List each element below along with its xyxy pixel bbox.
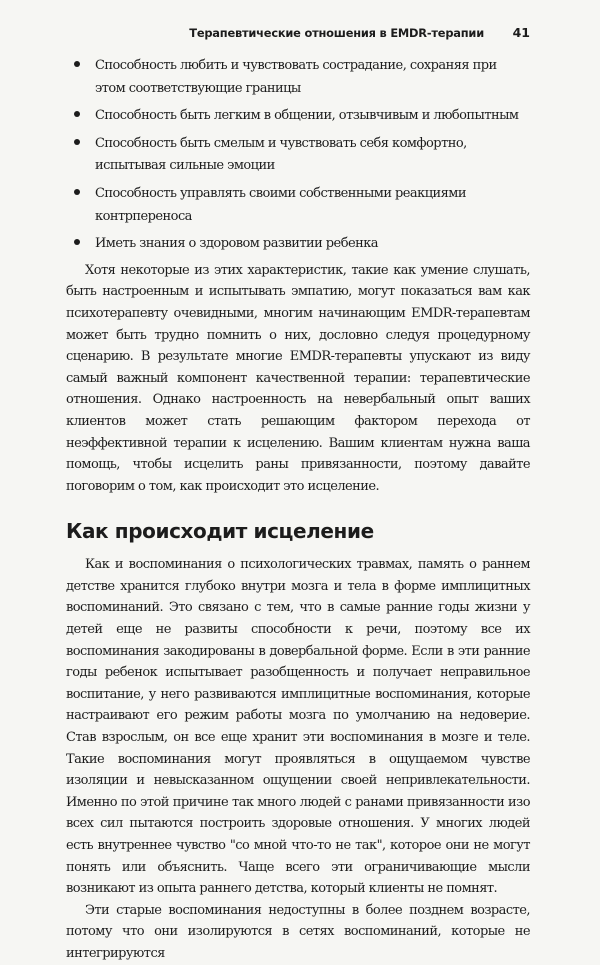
running-head <box>66 26 530 44</box>
list-item <box>66 54 530 99</box>
body-paragraph: Эти старые воспоминания недоступны в более позднем возрасте, потому что они изолируются в сетях воспоминаний, которые не интегрируются <box>66 902 530 961</box>
list-item <box>66 132 530 177</box>
list-item-text: Способность быть легким в общении, отзывчивым и любопытным <box>95 108 519 124</box>
list-item-text: Способность любить и чувствовать сострадание, сохраняя при этом соответствующие границы <box>95 58 497 96</box>
intro-paragraph: Хотя некоторые из этих характеристик, такие как умение слушать, быть настроенным и испытывать эмпатию, могут показаться вам как психотерапевту очевидными, многим начинающим EMDR-терапевтам может быть трудно помнить о них, дословно следуя процедурному сценарию. В результате многие EMDR-терапевты упускают из виду самый важный компонент качественной терапии: терапевтические отношения. Однако настроенность на невербальный опыт ваших клиентов может стать решающим фактором перехода от неэффективной терапии к исцелению. Вашим клиентам нужна ваша помощь, чтобы исцелить раны привязанности, поэтому давайте поговорим о том, как происходит это исцеление. <box>66 262 530 494</box>
section-body <box>66 554 530 964</box>
list-item-text: Способность управлять своими собственными реакциями контрпереноса <box>95 185 466 224</box>
bullet-icon <box>74 189 80 195</box>
list-item <box>66 104 530 127</box>
bullet-icon <box>74 139 80 145</box>
list-item-text: Способность быть смелым и чувствовать себя комфортно, испытывая сильные эмоции <box>95 135 467 174</box>
bullet-icon <box>74 239 80 245</box>
page-content <box>66 54 530 965</box>
characteristics-list <box>66 54 530 255</box>
list-item-text: Иметь знания о здоровом развитии ребенка <box>95 236 379 252</box>
section-heading: Как происходит исцеление <box>66 519 374 544</box>
list-item <box>66 232 530 255</box>
body-paragraph: Как и воспоминания о психологических травмах, память о раннем детстве хранится глубоко внутри мозга и тела в форме имплицитных воспоминаний. Это связано с тем, что в самые ранние годы жизни у детей еще не развиты способности к речи, поэтому все их воспоминания закодированы в довербальной форме. Если в эти ранние годы ребенок испытывает разобщенность и получает неправильное воспитание, у него развиваются имплицитные воспоминания, которые настраивают его режим работы мозга по умолчанию на недоверие. Став взрослым, он все еще хранит эти воспоминания в мозге и теле. Такие воспоминания могут проявляться в ощущаемом чувстве изоляции и невысказанном ощущении своей непривлекательности. Именно по этой причине так много людей с ранами привязанности изо всех сил пытаются построить здоровые отношения. У многих людей есть внутреннее чувство "со мной что-то не так", которое они не могут понять или объяснить. Чаще всего эти ограничивающие мысли возникают из опыта раннего детства, который клиенты не помнят. <box>66 557 530 897</box>
bullet-icon <box>74 61 80 67</box>
bullet-icon <box>74 111 80 117</box>
list-item <box>66 182 530 227</box>
running-title: Терапевтические отношения в EMDR-терапии <box>189 26 484 40</box>
page-number: 41 <box>512 25 530 40</box>
